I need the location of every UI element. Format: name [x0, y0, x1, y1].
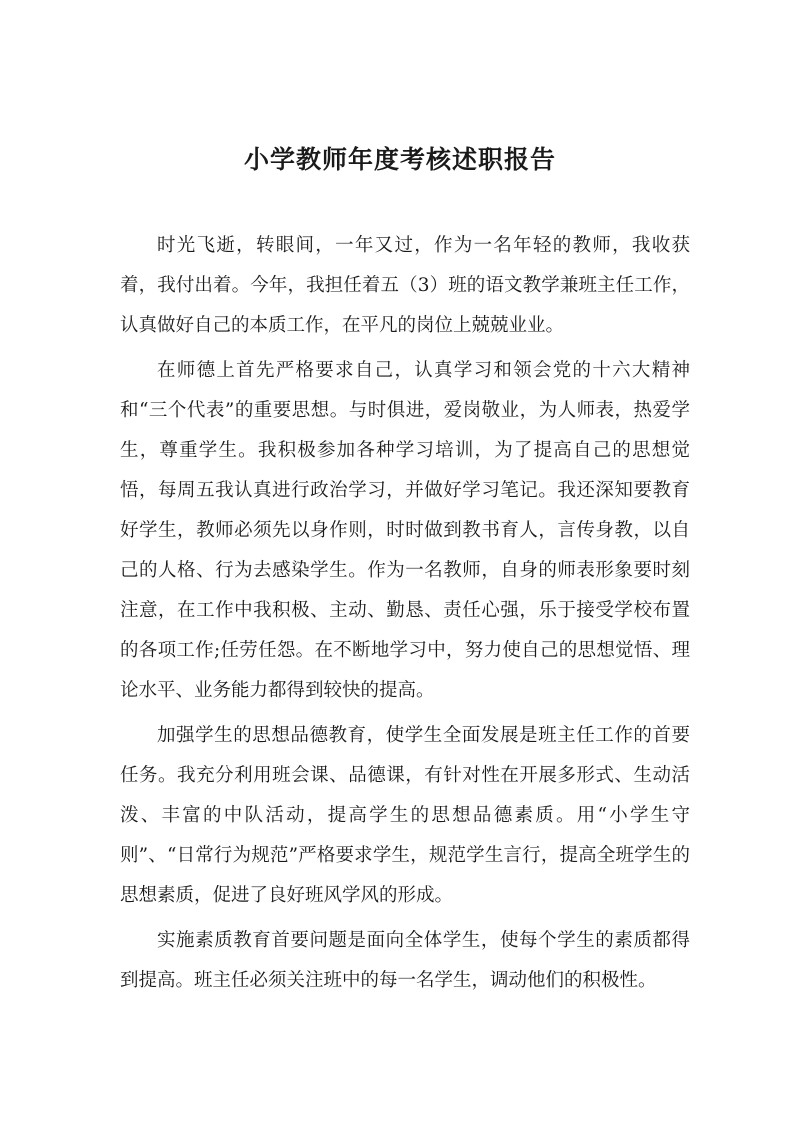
document-title: 小学教师年度考核述职报告: [243, 145, 556, 174]
paragraph-1: 时光飞逝，转眼间，一年又过，作为一名年轻的教师，我收获着，我付出着。今年，我担任着五（3）班的语文教学兼班主任工作，认真做好自己的本质工作，在平凡的岗位上兢兢业业。: [120, 235, 690, 336]
paragraph-2: 在师德上首先严格要求自己，认真学习和领会党的十六大精神和“三个代表”的重要思想。与时俱进，爱岗敬业，为人师表，热爱学生，尊重学生。我积极参加各种学习培训，为了提高自己的思想觉悟，每周五我认真进行政治学习，并做好学习笔记。我还深知要教育好学生，教师必须先以身作则，时时做到教书育人，言传身教，以自己的人格、行为去感染学生。作为一名教师，自身的师表形象要时刻注意，在工作中我积极、主动、勤恳、责任心强，乐于接受学校布置的各项工作;任劳任怨。在不断地学习中，努力使自己的思想觉悟、理论水平、业务能力都得到较快的提高。: [120, 360, 690, 701]
document-body: [120, 226, 690, 1006]
paragraph-4: 实施素质教育首要问题是面向全体学生，使每个学生的素质都得到提高。班主任必须关注班中的每一名学生，调动他们的积极性。: [120, 930, 690, 991]
paragraph-3: 加强学生的思想品德教育，使学生全面发展是班主任工作的首要任务。我充分利用班会课、品德课，有针对性在开展多形式、生动活泼、丰富的中队活动，提高学生的思想品德素质。用“小学生守则”、“日常行为规范”严格要求学生，规范学生言行，提高全班学生的思想素质，促进了良好班风学风的形成。: [120, 725, 690, 906]
